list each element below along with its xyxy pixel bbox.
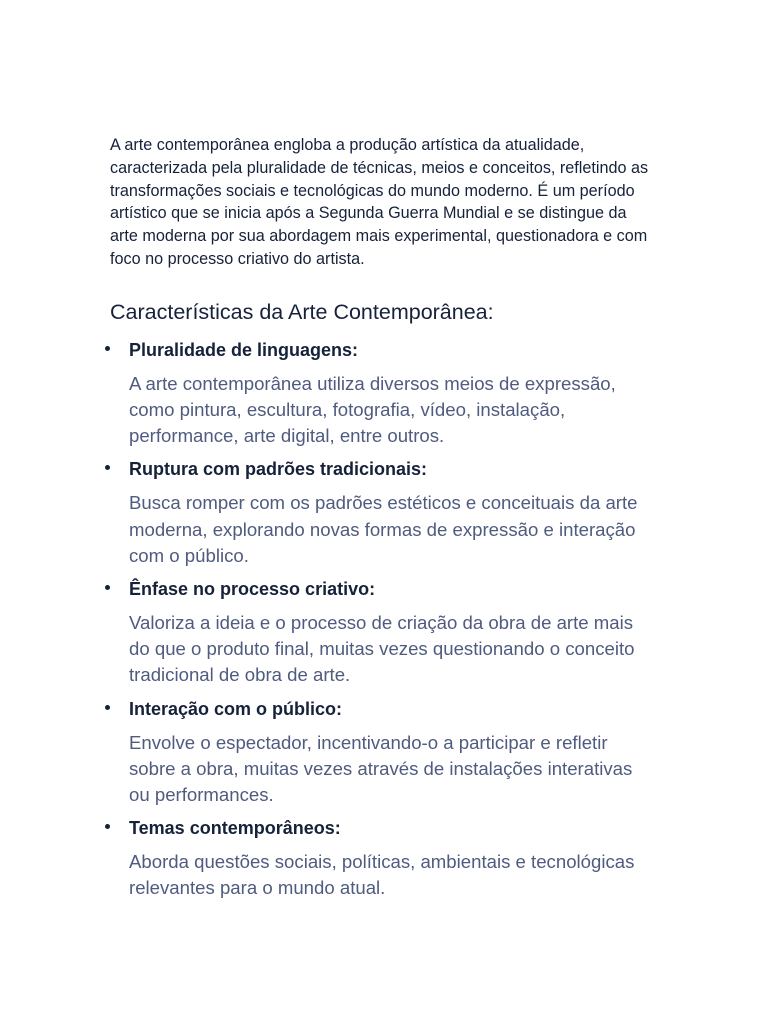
- bullet-icon: [105, 465, 110, 470]
- feature-title: Temas contemporâneos:: [129, 818, 341, 839]
- bullet-icon: [105, 585, 110, 590]
- feature-description: Envolve o espectador, incentivando-o a participar e refletir sobre a obra, muitas vezes através de instalações interativas ou performances.: [129, 731, 633, 806]
- list-item: [110, 577, 668, 689]
- feature-title: Ruptura com padrões tradicionais:: [129, 459, 428, 480]
- feature-title: Ênfase no processo criativo:: [129, 579, 376, 599]
- list-item: [110, 338, 668, 450]
- section-title: Características da Arte Contemporânea:: [110, 299, 494, 324]
- intro-paragraph: A arte contemporânea engloba a produção artística da atualidade, caracterizada pela pluralidade de técnicas, meios e conceitos, refletindo as transformações sociais e tecnológicas do mundo moderno. É um período artístico que se inicia após a Segunda Guerra Mundial e se distingue da arte moderna por sua abordagem mais experimental, questionadora e com foco no processo criativo do artista.: [110, 136, 649, 268]
- feature-title: Interação com o público:: [129, 698, 343, 719]
- list-item: [110, 697, 668, 809]
- feature-list: [110, 338, 668, 902]
- feature-description: Busca romper com os padrões estéticos e conceituais da arte moderna, explorando novas formas de expressão e interação com o público.: [129, 492, 638, 566]
- bullet-icon: [105, 705, 110, 710]
- feature-description: Valoriza a ideia e o processo de criação da obra de arte mais do que o produto final, muitas vezes questionando o conceito tradicional de obra de arte.: [129, 612, 635, 686]
- list-item: [110, 457, 668, 569]
- bullet-icon: [105, 824, 110, 829]
- bullet-icon: [105, 346, 110, 351]
- feature-description: Aborda questões sociais, políticas, ambientais e tecnológicas relevantes para o mundo atual.: [129, 851, 635, 899]
- feature-description: A arte contemporânea utiliza diversos meios de expressão, como pintura, escultura, fotografia, vídeo, instalação, performance, arte digital, entre outros.: [129, 372, 616, 447]
- list-item: [110, 816, 668, 901]
- feature-title: Pluralidade de linguagens:: [129, 339, 359, 360]
